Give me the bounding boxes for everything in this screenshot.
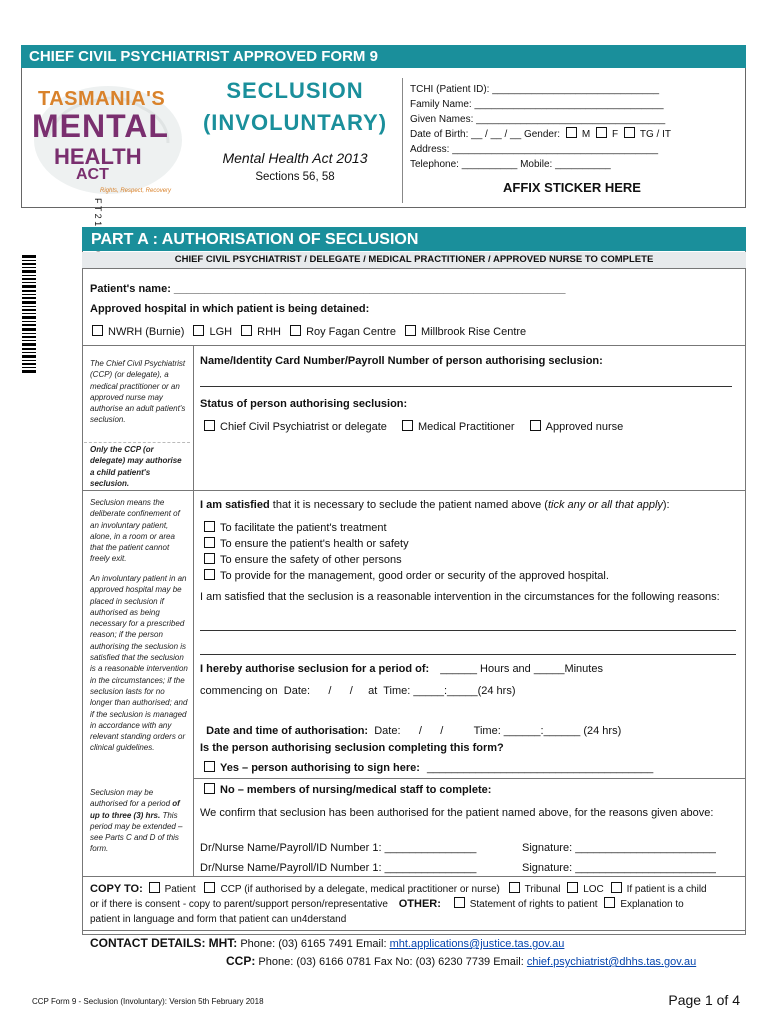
- side-note-authorise: The Chief Civil Psychiatrist (CCP) (or delegate), a medical practitioner or an approved nurse may authorise an adult patient's seclusion.: [90, 359, 186, 425]
- status-ccp-label: Chief Civil Psychiatrist or delegate: [220, 421, 387, 433]
- hospital-royfagan-checkbox[interactable]: [290, 325, 301, 336]
- copy-child-checkbox[interactable]: [611, 882, 622, 893]
- staff-signature-1[interactable]: Signature: _______________________: [522, 842, 716, 854]
- logo-tagline: Rights, Respect, Recovery: [100, 188, 172, 194]
- commencing-row[interactable]: commencing on Date: / / at Time: _____:_____(24 hrs): [200, 685, 516, 697]
- gender-tg-checkbox[interactable]: [624, 127, 635, 138]
- gender-m-label: M: [581, 129, 591, 140]
- status-nurse-label: Approved nurse: [545, 421, 624, 433]
- reasons-input-2[interactable]: [200, 642, 736, 655]
- tchi-field[interactable]: TCHI (Patient ID): ______________________________: [410, 84, 660, 95]
- address-field[interactable]: Address: _____________________________________: [410, 144, 659, 155]
- patient-name-field[interactable]: Patient's name: ________________________________________________________________: [90, 283, 566, 295]
- staff-name-2[interactable]: Dr/Nurse Name/Payroll/ID Number 1: _______________: [200, 862, 477, 874]
- reason-management-checkbox[interactable]: [204, 569, 215, 580]
- mental-health-act-logo: [28, 78, 188, 198]
- explanation-checkbox[interactable]: [604, 897, 615, 908]
- reason-item: [204, 568, 609, 584]
- contact-mht-row: [90, 935, 740, 953]
- other-label: OTHER:: [398, 898, 441, 910]
- status-nurse-checkbox[interactable]: [530, 420, 541, 431]
- satisfied-italic: tick any or all that apply: [547, 499, 663, 511]
- authorisation-datetime-fields[interactable]: Date: / / Time: ______:______ (24 hrs): [374, 725, 622, 737]
- yes-label: Yes – person authorising to sign here:: [220, 762, 420, 774]
- explanation-label: Explanation to: [620, 899, 684, 910]
- affix-sticker-label: AFFIX STICKER HERE: [503, 180, 641, 195]
- top-divider: [82, 345, 746, 346]
- part-a-title: PART A : AUTHORISATION OF SECLUSION: [82, 227, 746, 251]
- logo-line2: MENTAL: [32, 108, 169, 144]
- sections: Sections 56, 58: [255, 171, 335, 183]
- name-id-input[interactable]: [200, 372, 732, 387]
- status-ccp-checkbox[interactable]: [204, 420, 215, 431]
- reason-others-label: To ensure the safety of other persons: [220, 554, 402, 566]
- copy-tribunal-label: Tribunal: [524, 884, 561, 895]
- status-mp-checkbox[interactable]: [402, 420, 413, 431]
- authorise-period-fields[interactable]: ______ Hours and _____Minutes: [440, 663, 603, 675]
- ccp-email-link[interactable]: chief.psychiatrist@dhhs.tas.gov.au: [526, 956, 697, 968]
- hospital-lgh-label: LGH: [209, 326, 233, 338]
- rights-checkbox[interactable]: [454, 897, 465, 908]
- patient-fields: [410, 82, 671, 172]
- logo-line3: HEALTH: [54, 144, 142, 169]
- staff-row-2: [200, 862, 476, 874]
- mid-divider: [82, 490, 746, 491]
- given-names-field[interactable]: Given Names: __________________________________: [410, 114, 666, 125]
- staff-signature-2[interactable]: Signature: _______________________: [522, 862, 716, 874]
- family-name-field[interactable]: Family Name: __________________________________: [410, 99, 664, 110]
- reasonable-text: I am satisfied that the seclusion is a reasonable intervention in the circumstances for the following reasons:: [200, 591, 720, 603]
- barcode: [22, 255, 48, 375]
- reason-treatment-checkbox[interactable]: [204, 521, 215, 532]
- authorisation-datetime-row: [200, 713, 621, 737]
- reason-others-checkbox[interactable]: [204, 553, 215, 564]
- gender-tg-label: TG / IT: [639, 129, 671, 140]
- copy-to-section: [90, 882, 740, 927]
- no-checkbox[interactable]: [204, 783, 215, 794]
- copy-child-label: If patient is a child: [626, 884, 707, 895]
- copy-ccp-checkbox[interactable]: [204, 882, 215, 893]
- copy-to-label: COPY TO:: [90, 883, 143, 895]
- side-dash-1: [84, 442, 190, 443]
- footer-page: Page 1 of 4: [668, 992, 740, 1008]
- copy-patient-checkbox[interactable]: [149, 882, 160, 893]
- logo-line1: TASMANIA'S: [38, 88, 166, 110]
- contact-label: CONTACT DETAILS:: [90, 936, 206, 950]
- period-text-b: of up to three (3) hrs.: [90, 799, 180, 820]
- ccp-label: CCP:: [226, 954, 256, 968]
- authorise-period-row: [200, 663, 603, 675]
- copy-to-line-2: [90, 897, 740, 912]
- copy-ccp-label: CCP (if authorised by a delegate, medical practitioner or nurse): [220, 884, 500, 895]
- left-column-border: [193, 346, 194, 876]
- telephone-field[interactable]: Telephone: __________ Mobile: __________: [410, 159, 611, 170]
- hospital-nwrh-label: NWRH (Burnie): [108, 326, 185, 338]
- yes-no-divider: [194, 778, 746, 779]
- reason-item: [204, 520, 609, 536]
- hospital-rhh-label: RHH: [257, 326, 281, 338]
- satisfied-line: [200, 499, 670, 511]
- side-note-child: Only the CCP (or delegate) may authorise a child patient's seclusion.: [90, 445, 182, 488]
- satisfied-end: ):: [662, 499, 670, 511]
- mht-text: Phone: (03) 6165 7491 Email:: [240, 938, 387, 950]
- hospital-millbrook-checkbox[interactable]: [405, 325, 416, 336]
- mht-label: MHT:: [208, 936, 238, 950]
- ccp-text: Phone: (03) 6166 0781 Fax No: (03) 6230 7739 Email:: [258, 956, 524, 968]
- reason-item: [204, 552, 609, 568]
- authorisation-datetime-label: Date and time of authorisation:: [206, 725, 369, 737]
- copy-to-divider: [82, 876, 746, 877]
- status-mp-label: Medical Practitioner: [417, 421, 515, 433]
- reason-management-label: To provide for the management, good order or security of the approved hospital.: [220, 570, 609, 582]
- rights-label: Statement of rights to patient: [469, 899, 598, 910]
- hospital-options: [92, 325, 526, 338]
- period-text-c: This period may be extended – see Parts C and D of this form.: [90, 810, 183, 854]
- status-options: [204, 420, 623, 433]
- copy-patient-label: Patient: [164, 884, 196, 895]
- name-id-label: Name/Identity Card Number/Payroll Number of person authorising seclusion:: [200, 355, 603, 367]
- part-a-subtitle: CHIEF CIVIL PSYCHIATRIST / DELEGATE / MEDICAL PRACTITIONER / APPROVED NURSE TO COMPLETE: [82, 252, 746, 269]
- staff-name-1[interactable]: Dr/Nurse Name/Payroll/ID Number 1: _______________: [200, 842, 477, 854]
- side-note-period: [90, 787, 188, 855]
- form-title-bar: CHIEF CIVIL PSYCHIATRIST APPROVED FORM 9: [21, 45, 746, 68]
- doc-title-2: (INVOLUNTARY): [202, 110, 388, 135]
- copy-parent-text: or if there is consent - copy to parent/support person/representative: [90, 899, 388, 910]
- no-label: No – members of nursing/medical staff to complete:: [220, 784, 492, 796]
- status-label: Status of person authorising seclusion:: [200, 398, 408, 410]
- side-note-definition: Seclusion means the deliberate confinement of an involuntary patient, alone, in a room or area that the patient cannot freely exit.: [90, 498, 180, 564]
- authorise-period-label: I hereby authorise seclusion for a period of:: [200, 663, 430, 675]
- satisfied-bold: I am satisfied: [200, 499, 270, 511]
- no-row: [204, 783, 491, 796]
- confirm-text: We confirm that seclusion has been authorised for the patient named above, for the reasons given above:: [200, 807, 714, 819]
- staff-row-1: [200, 842, 476, 854]
- act-name: Mental Health Act 2013: [222, 150, 368, 166]
- gender-f-label: F: [612, 129, 619, 140]
- yes-checkbox[interactable]: [204, 761, 215, 772]
- side-note-conditions: An involuntary patient in an approved hospital may be placed in seclusion if authorised as being necessary for a prescribed reason; if the person authorising the seclusion is satisfied that the seclusion is a reasonable intervention in the circumstances; if the seclusion lasts for no longer than authorised; and if the seclusion is managed in accordance with any relevant standing orders or clinical guidelines.: [90, 574, 188, 753]
- dob-gender-row: [410, 127, 671, 142]
- copy-to-line-3: patient in language and form that patient can un4derstand: [90, 914, 347, 925]
- period-text-a: Seclusion may be authorised for a period: [90, 788, 171, 809]
- copy-loc-checkbox[interactable]: [567, 882, 578, 893]
- reason-list: [204, 520, 609, 584]
- contact-section: [90, 935, 740, 971]
- copy-to-line-1: [90, 882, 740, 897]
- hospital-nwrh-checkbox[interactable]: [92, 325, 103, 336]
- mht-email-link[interactable]: mht.applications@justice.tas.gov.au: [389, 938, 565, 950]
- copy-loc-label: LOC: [583, 884, 604, 895]
- hospital-rhh-checkbox[interactable]: [241, 325, 252, 336]
- dob-field[interactable]: Date of Birth: __ / __ / __ Gender:: [410, 129, 561, 140]
- barcode-icon: [22, 255, 48, 375]
- reasons-input-1[interactable]: [200, 618, 736, 631]
- doc-title-1: SECLUSION: [226, 78, 364, 103]
- yes-row: [204, 761, 653, 774]
- satisfied-rest: that it is necessary to seclude the patient named above (: [272, 499, 548, 511]
- contact-divider: [82, 930, 746, 931]
- completing-question: Is the person authorising seclusion completing this form?: [200, 742, 504, 754]
- yes-signature-line[interactable]: _____________________________________: [426, 762, 654, 774]
- reason-treatment-label: To facilitate the patient's treatment: [220, 522, 387, 534]
- reason-item: [204, 536, 609, 552]
- hospital-millbrook-label: Millbrook Rise Centre: [421, 326, 527, 338]
- reason-health-label: To ensure the patient's health or safety: [220, 538, 409, 550]
- gender-m-checkbox[interactable]: [566, 127, 577, 138]
- gender-f-checkbox[interactable]: [596, 127, 607, 138]
- hospital-lgh-checkbox[interactable]: [193, 325, 204, 336]
- hospital-label: Approved hospital in which patient is being detained:: [90, 303, 370, 315]
- reason-health-checkbox[interactable]: [204, 537, 215, 548]
- contact-ccp-row: [90, 953, 740, 971]
- footer-version: CCP Form 9 - Seclusion (Involuntary): Version 5th February 2018: [32, 997, 264, 1006]
- hospital-royfagan-label: Roy Fagan Centre: [306, 326, 396, 338]
- logo-line4: ACT: [76, 166, 109, 183]
- copy-tribunal-checkbox[interactable]: [509, 882, 520, 893]
